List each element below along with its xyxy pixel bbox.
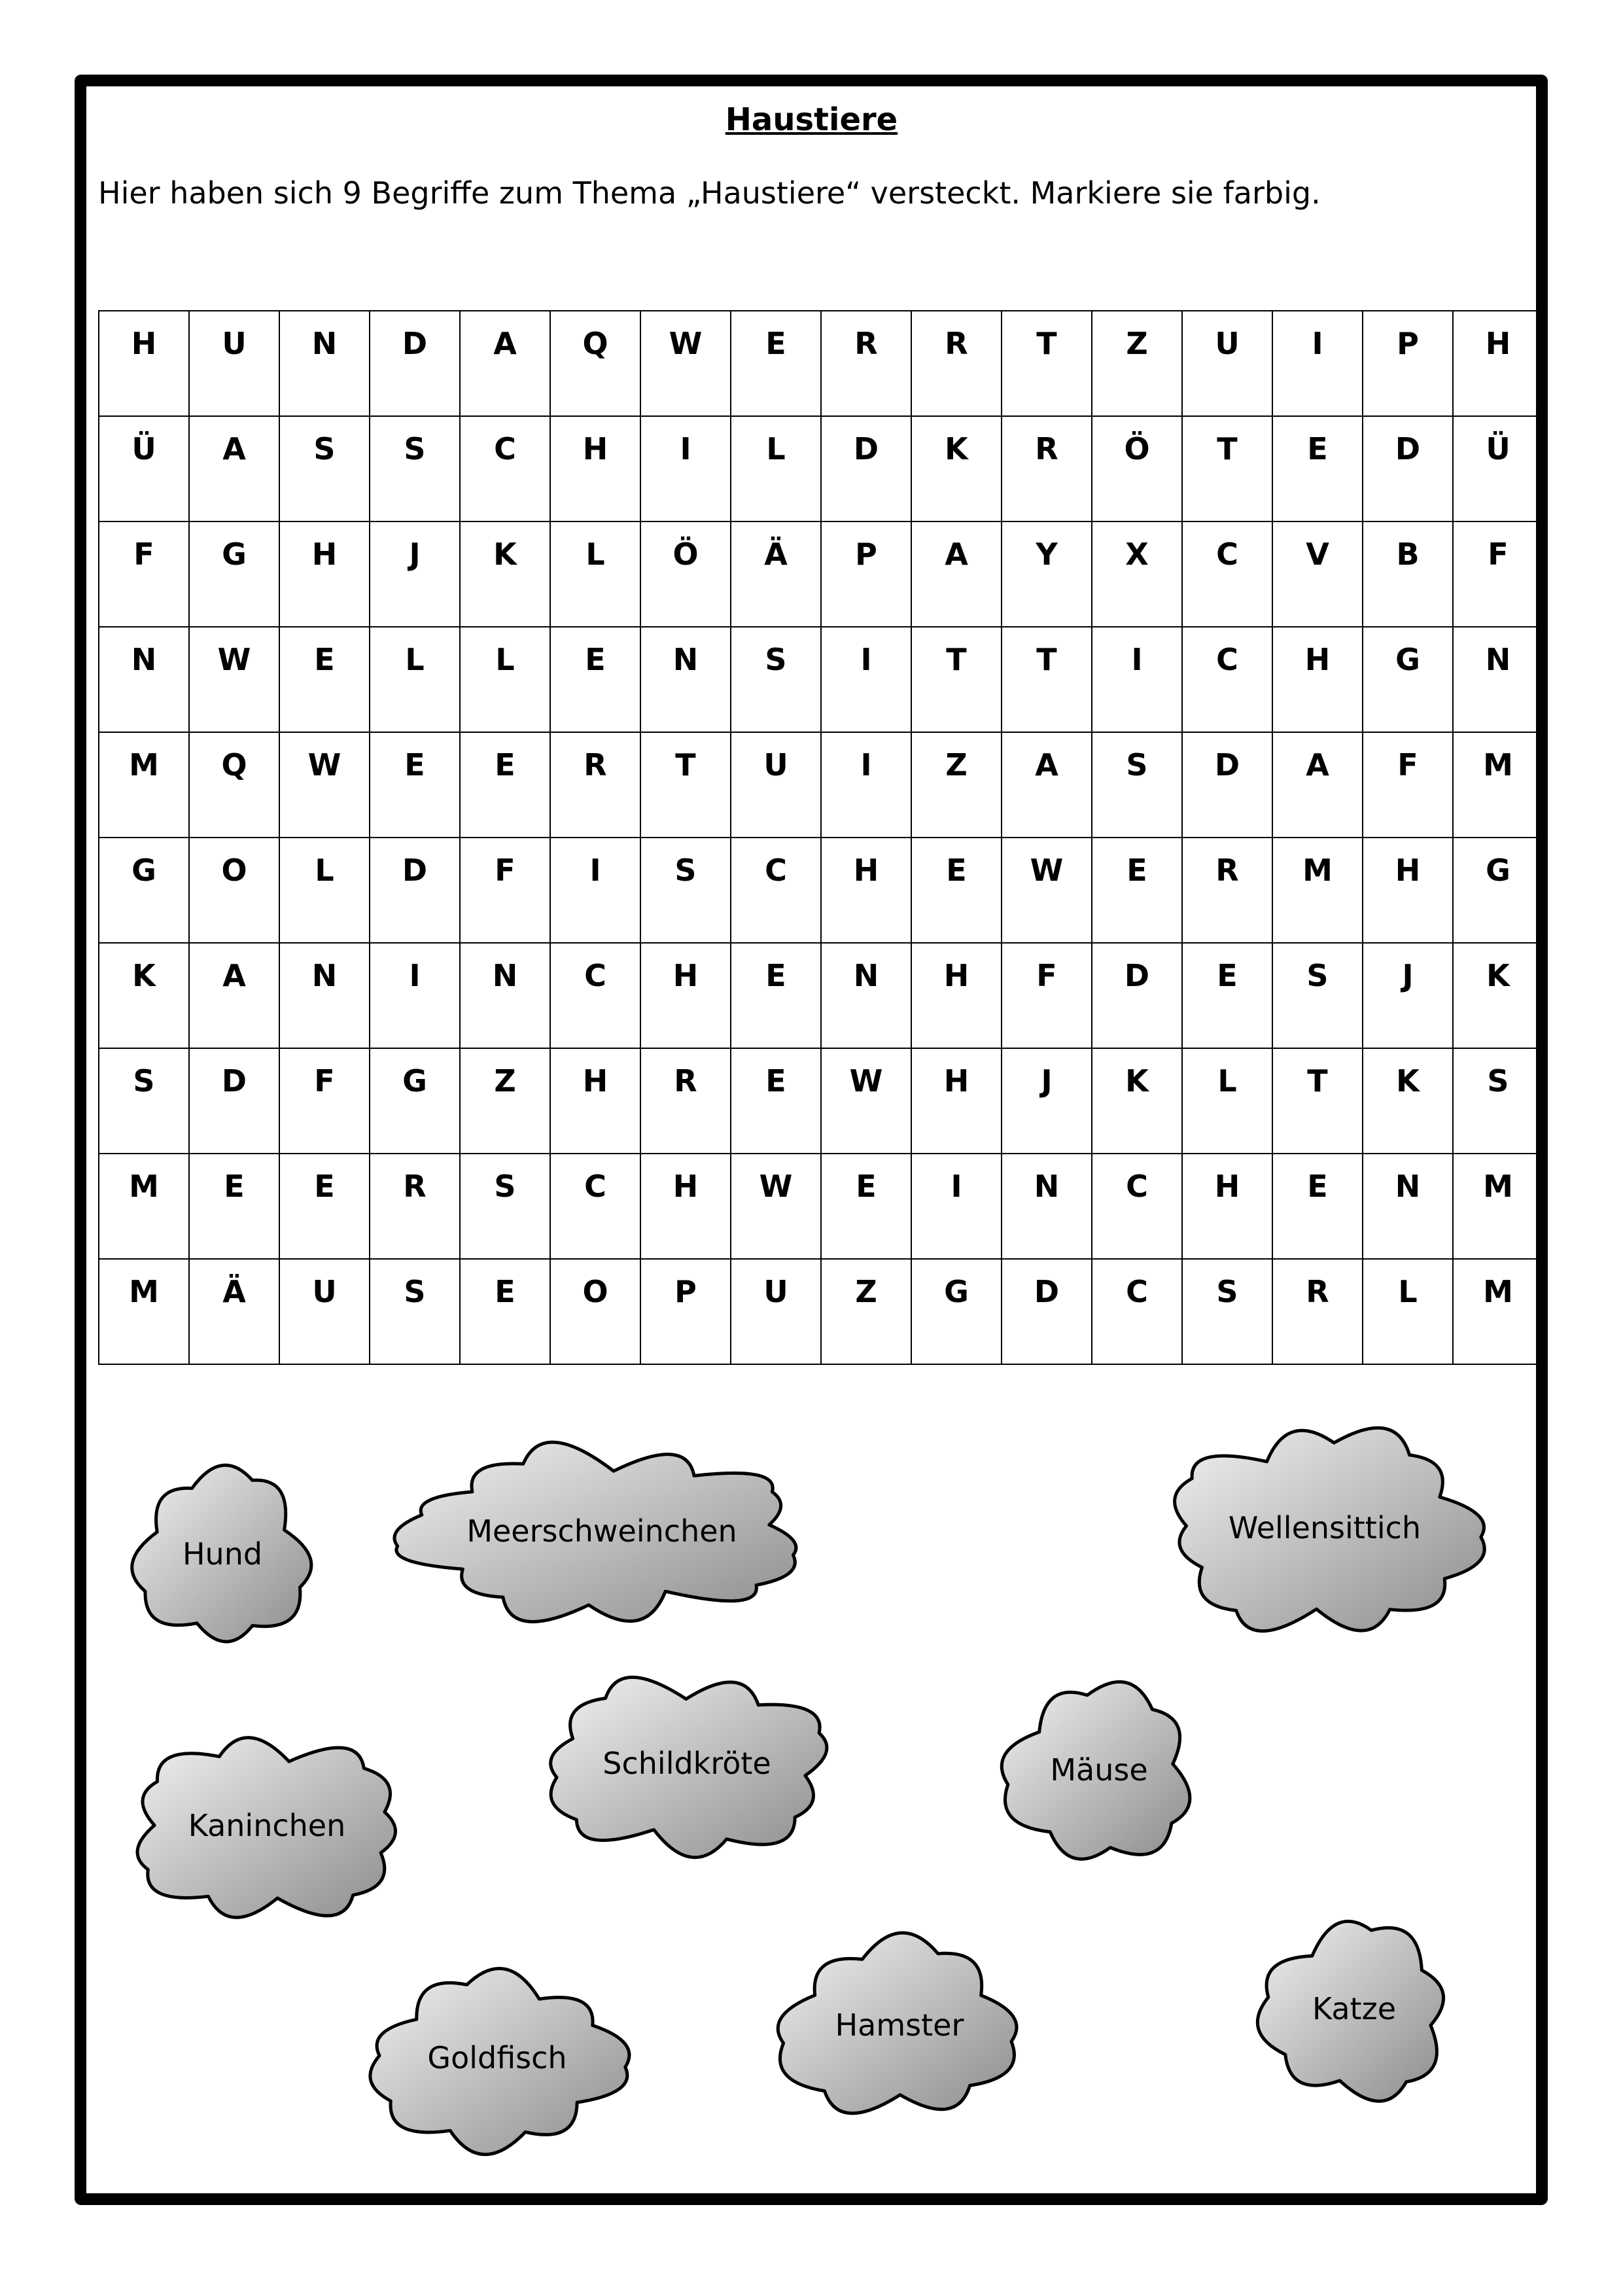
- grid-cell[interactable]: D: [1363, 416, 1453, 521]
- grid-cell[interactable]: I: [911, 1154, 1002, 1259]
- grid-cell[interactable]: E: [731, 1048, 821, 1154]
- grid-cell[interactable]: E: [460, 732, 550, 838]
- grid-cell[interactable]: K: [911, 416, 1002, 521]
- grid-cell[interactable]: C: [550, 1154, 640, 1259]
- grid-cell[interactable]: R: [1272, 1259, 1363, 1364]
- grid-cell[interactable]: N: [460, 943, 550, 1048]
- grid-cell[interactable]: S: [460, 1154, 550, 1259]
- grid-cell[interactable]: S: [1182, 1259, 1272, 1364]
- grid-cell[interactable]: I: [550, 838, 640, 943]
- grid-cell[interactable]: S: [640, 838, 731, 943]
- grid-cell[interactable]: H: [640, 1154, 731, 1259]
- grid-cell[interactable]: T: [640, 732, 731, 838]
- grid-cell[interactable]: H: [550, 416, 640, 521]
- grid-cell[interactable]: W: [640, 311, 731, 416]
- grid-cell[interactable]: S: [1092, 732, 1182, 838]
- grid-cell[interactable]: W: [731, 1154, 821, 1259]
- grid-cell[interactable]: G: [911, 1259, 1002, 1364]
- grid-cell[interactable]: E: [279, 1154, 370, 1259]
- grid-cell[interactable]: R: [550, 732, 640, 838]
- grid-cell[interactable]: Q: [189, 732, 279, 838]
- grid-cell[interactable]: C: [460, 416, 550, 521]
- grid-cell[interactable]: Ü: [1453, 416, 1543, 521]
- grid-cell[interactable]: I: [1092, 627, 1182, 732]
- grid-cell[interactable]: C: [1182, 627, 1272, 732]
- cloud-word-label: Mäuse: [1050, 1752, 1148, 1788]
- grid-cell[interactable]: F: [1002, 943, 1092, 1048]
- grid-cell[interactable]: G: [1453, 838, 1543, 943]
- grid-cell[interactable]: E: [731, 311, 821, 416]
- grid-cell[interactable]: O: [550, 1259, 640, 1364]
- grid-cell[interactable]: F: [1453, 521, 1543, 627]
- cloud-word-label: Hamster: [835, 2007, 964, 2043]
- cloud-word-label: Goldfisch: [427, 2040, 567, 2075]
- grid-cell[interactable]: W: [279, 732, 370, 838]
- grid-cell[interactable]: N: [1363, 1154, 1453, 1259]
- grid-cell[interactable]: P: [821, 521, 911, 627]
- grid-cell[interactable]: W: [821, 1048, 911, 1154]
- grid-cell[interactable]: E: [1272, 1154, 1363, 1259]
- grid-cell[interactable]: R: [1182, 838, 1272, 943]
- grid-cell[interactable]: N: [640, 627, 731, 732]
- grid-cell[interactable]: E: [1272, 416, 1363, 521]
- grid-cell[interactable]: L: [550, 521, 640, 627]
- cloud-word-label: Schildkröte: [602, 1746, 771, 1781]
- grid-cell[interactable]: C: [1092, 1154, 1182, 1259]
- grid-cell[interactable]: D: [821, 416, 911, 521]
- cloud-word-label: Katze: [1312, 1991, 1397, 2026]
- grid-cell[interactable]: E: [731, 943, 821, 1048]
- grid-cell[interactable]: R: [1002, 416, 1092, 521]
- grid-cell[interactable]: Y: [1002, 521, 1092, 627]
- grid-cell[interactable]: W: [1002, 838, 1092, 943]
- grid-cell[interactable]: S: [370, 1259, 460, 1364]
- cloud-word-label: Wellensittich: [1228, 1510, 1422, 1545]
- instruction-text: Hier haben sich 9 Begriffe zum Thema „Haustiere“ versteckt. Markiere sie farbig.: [98, 175, 1321, 211]
- grid-cell[interactable]: M: [1453, 732, 1543, 838]
- grid-cell[interactable]: Ä: [189, 1259, 279, 1364]
- grid-cell[interactable]: X: [1092, 521, 1182, 627]
- grid-cell[interactable]: I: [821, 732, 911, 838]
- grid-cell[interactable]: I: [821, 627, 911, 732]
- grid-cell[interactable]: N: [1453, 627, 1543, 732]
- grid-cell[interactable]: S: [279, 416, 370, 521]
- grid-cell[interactable]: U: [1182, 311, 1272, 416]
- grid-cell[interactable]: T: [911, 627, 1002, 732]
- grid-cell[interactable]: Ö: [1092, 416, 1182, 521]
- grid-cell[interactable]: U: [279, 1259, 370, 1364]
- grid-cell[interactable]: Q: [550, 311, 640, 416]
- grid-cell[interactable]: H: [640, 943, 731, 1048]
- grid-cell[interactable]: A: [1272, 732, 1363, 838]
- grid-cell[interactable]: M: [1453, 1259, 1543, 1364]
- grid-cell[interactable]: M: [99, 1259, 189, 1364]
- grid-cell[interactable]: Z: [911, 732, 1002, 838]
- grid-cell[interactable]: E: [279, 627, 370, 732]
- grid-cell[interactable]: R: [821, 311, 911, 416]
- grid-cell[interactable]: I: [640, 416, 731, 521]
- grid-cell[interactable]: H: [1453, 311, 1543, 416]
- grid-cell[interactable]: E: [911, 838, 1002, 943]
- grid-cell[interactable]: S: [1272, 943, 1363, 1048]
- grid-cell[interactable]: U: [189, 311, 279, 416]
- grid-cell[interactable]: L: [731, 416, 821, 521]
- grid-cell[interactable]: Z: [821, 1259, 911, 1364]
- grid-cell[interactable]: S: [99, 1048, 189, 1154]
- grid-cell[interactable]: H: [550, 1048, 640, 1154]
- grid-cell[interactable]: Z: [460, 1048, 550, 1154]
- grid-cell[interactable]: G: [99, 838, 189, 943]
- grid-cell[interactable]: L: [370, 627, 460, 732]
- grid-cell[interactable]: A: [189, 943, 279, 1048]
- cloud-word-label: Meerschweinchen: [466, 1513, 737, 1549]
- grid-cell[interactable]: P: [1363, 311, 1453, 416]
- grid-cell[interactable]: M: [99, 1154, 189, 1259]
- cloud-word-label: Kaninchen: [188, 1808, 346, 1843]
- grid-cell[interactable]: H: [911, 1048, 1002, 1154]
- grid-cell[interactable]: P: [640, 1259, 731, 1364]
- grid-cell[interactable]: J: [370, 521, 460, 627]
- grid-cell[interactable]: C: [550, 943, 640, 1048]
- grid-cell[interactable]: W: [189, 627, 279, 732]
- grid-cell[interactable]: E: [821, 1154, 911, 1259]
- grid-cell[interactable]: N: [279, 311, 370, 416]
- grid-cell[interactable]: L: [460, 627, 550, 732]
- grid-cell[interactable]: L: [1363, 1259, 1453, 1364]
- worksheet-title: Haustiere: [725, 101, 898, 138]
- grid-cell[interactable]: F: [460, 838, 550, 943]
- grid-cell[interactable]: D: [1182, 732, 1272, 838]
- grid-cell[interactable]: N: [99, 627, 189, 732]
- grid-cell[interactable]: S: [1453, 1048, 1543, 1154]
- grid-cell[interactable]: H: [821, 838, 911, 943]
- grid-cell[interactable]: Z: [1092, 311, 1182, 416]
- grid-cell[interactable]: C: [1182, 521, 1272, 627]
- grid-cell[interactable]: U: [731, 732, 821, 838]
- grid-cell[interactable]: F: [1363, 732, 1453, 838]
- grid-cell[interactable]: E: [550, 627, 640, 732]
- grid-cell[interactable]: U: [731, 1259, 821, 1364]
- grid-cell[interactable]: R: [370, 1154, 460, 1259]
- grid-cell[interactable]: F: [279, 1048, 370, 1154]
- grid-cell[interactable]: I: [1272, 311, 1363, 416]
- grid-cell[interactable]: T: [1002, 311, 1092, 416]
- grid-cell[interactable]: D: [189, 1048, 279, 1154]
- grid-cell[interactable]: E: [189, 1154, 279, 1259]
- cloud-word-label: Hund: [182, 1536, 263, 1572]
- grid-cell[interactable]: Ä: [731, 521, 821, 627]
- grid-cell[interactable]: K: [1092, 1048, 1182, 1154]
- grid-cell[interactable]: K: [99, 943, 189, 1048]
- grid-cell[interactable]: J: [1363, 943, 1453, 1048]
- grid-cell[interactable]: T: [1182, 416, 1272, 521]
- grid-cell[interactable]: G: [370, 1048, 460, 1154]
- grid-cell[interactable]: G: [1363, 627, 1453, 732]
- grid-cell[interactable]: G: [189, 521, 279, 627]
- grid-cell[interactable]: S: [731, 627, 821, 732]
- grid-cell[interactable]: K: [1453, 943, 1543, 1048]
- grid-cell[interactable]: H: [99, 311, 189, 416]
- grid-cell[interactable]: K: [460, 521, 550, 627]
- grid-cell[interactable]: R: [911, 311, 1002, 416]
- grid-cell[interactable]: S: [370, 416, 460, 521]
- grid-cell[interactable]: M: [1453, 1154, 1543, 1259]
- grid-cell[interactable]: C: [1092, 1259, 1182, 1364]
- grid-cell[interactable]: V: [1272, 521, 1363, 627]
- grid-cell[interactable]: K: [1363, 1048, 1453, 1154]
- grid-cell[interactable]: L: [279, 838, 370, 943]
- grid-cell[interactable]: E: [370, 732, 460, 838]
- grid-cell[interactable]: H: [1272, 627, 1363, 732]
- grid-cell[interactable]: M: [99, 732, 189, 838]
- grid-cell[interactable]: D: [370, 838, 460, 943]
- grid-cell[interactable]: M: [1272, 838, 1363, 943]
- grid-cell[interactable]: R: [640, 1048, 731, 1154]
- grid-cell[interactable]: L: [1182, 1048, 1272, 1154]
- grid-cell[interactable]: E: [1182, 943, 1272, 1048]
- grid-cell[interactable]: A: [460, 311, 550, 416]
- grid-cell[interactable]: H: [279, 521, 370, 627]
- grid-cell[interactable]: A: [189, 416, 279, 521]
- grid-cell[interactable]: A: [911, 521, 1002, 627]
- grid-cell[interactable]: B: [1363, 521, 1453, 627]
- grid-cell[interactable]: O: [189, 838, 279, 943]
- grid-cell[interactable]: E: [1092, 838, 1182, 943]
- grid-cell[interactable]: I: [370, 943, 460, 1048]
- grid-cell[interactable]: D: [370, 311, 460, 416]
- grid-cell[interactable]: N: [1002, 1154, 1092, 1259]
- grid-cell[interactable]: E: [460, 1259, 550, 1364]
- grid-cell[interactable]: H: [1182, 1154, 1272, 1259]
- grid-cell[interactable]: N: [279, 943, 370, 1048]
- grid-cell[interactable]: T: [1002, 627, 1092, 732]
- grid-cell[interactable]: C: [731, 838, 821, 943]
- grid-cell[interactable]: J: [1002, 1048, 1092, 1154]
- grid-cell[interactable]: D: [1002, 1259, 1092, 1364]
- grid-cell[interactable]: H: [911, 943, 1002, 1048]
- grid-cell[interactable]: A: [1002, 732, 1092, 838]
- grid-cell[interactable]: N: [821, 943, 911, 1048]
- grid-cell[interactable]: Ü: [99, 416, 189, 521]
- grid-cell[interactable]: Ö: [640, 521, 731, 627]
- grid-cell[interactable]: H: [1363, 838, 1453, 943]
- grid-cell[interactable]: T: [1272, 1048, 1363, 1154]
- grid-cell[interactable]: D: [1092, 943, 1182, 1048]
- grid-cell[interactable]: F: [99, 521, 189, 627]
